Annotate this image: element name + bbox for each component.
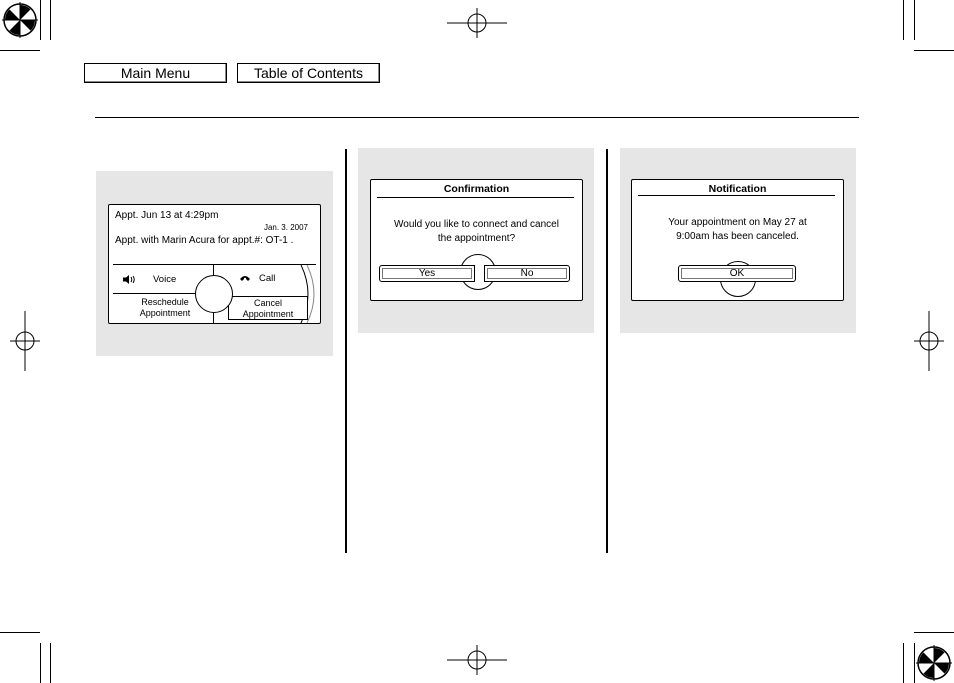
main-menu-button[interactable]: Main Menu [84,63,227,83]
yes-button[interactable]: Yes [379,265,475,282]
table-of-contents-button[interactable]: Table of Contents [237,63,380,83]
dialog-message-line2: 9:00am has been canceled. [676,231,799,242]
crosshair-left-icon [10,311,40,371]
reschedule-appointment-button[interactable] [129,295,201,321]
appointment-time: Appt. Jun 13 at 4:29pm [115,210,219,221]
phone-icon [239,274,251,283]
appointment-detail: Appt. with Marin Acura for appt.#: OT-1 . [115,235,294,246]
cancel-label-line2: Appointment [242,309,294,319]
voice-button[interactable] [113,266,201,292]
call-button[interactable] [227,266,303,292]
dialog-title: Confirmation [443,183,510,195]
column-divider-2 [606,149,608,553]
dialog-message-line1: Your appointment on May 27 at [668,217,807,228]
crosshair-bottom-icon [447,645,507,675]
crosshair-right-icon [914,311,944,371]
registration-target-top-left-icon [2,2,38,38]
dialog-title-rule [377,197,574,198]
notification-dialog [631,179,844,301]
panel-notification [620,148,856,333]
interface-dial-knob[interactable] [195,275,233,313]
quadrant-rule-left [113,293,203,294]
column-divider-1 [345,149,347,553]
header-rule [95,117,859,118]
screen-rule [113,264,316,265]
registration-target-bottom-right-icon [916,645,952,681]
speaker-icon [123,275,135,284]
panel-confirmation [358,148,594,333]
panel-appointment-detail [96,171,333,356]
crosshair-top-icon [447,8,507,38]
dialog-title-rule [638,195,835,196]
reschedule-label-line2: Appointment [139,308,191,318]
no-button[interactable]: No [484,265,570,282]
call-label: Call [259,273,276,284]
appointment-date: Jan. 3. 2007 [263,223,308,232]
cancel-appointment-button[interactable] [228,296,308,320]
confirmation-dialog [370,179,583,301]
appointment-detail-screen [108,204,321,324]
dialog-message-line2: the appointment? [437,233,516,244]
reschedule-label-line1: Reschedule [141,297,189,307]
dialog-message-line1: Would you like to connect and cancel [394,219,559,230]
ok-button[interactable]: OK [678,265,796,282]
cancel-label-line1: Cancel [253,298,282,308]
voice-label: Voice [153,274,177,285]
dialog-title: Notification [708,183,767,195]
